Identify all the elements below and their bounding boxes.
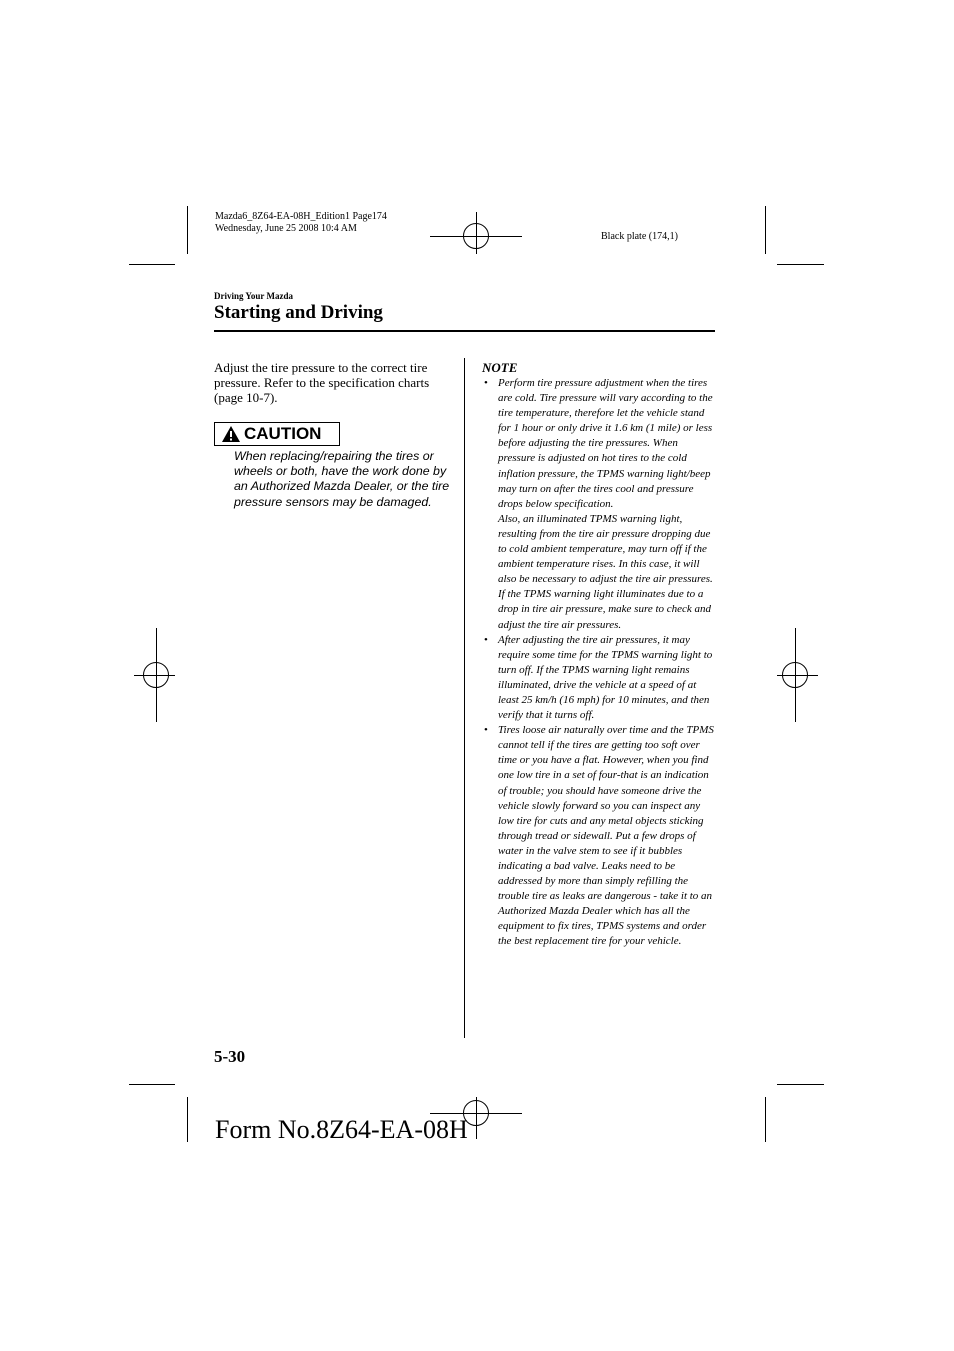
- crop-mark: [777, 264, 824, 265]
- caution-box: [214, 422, 340, 446]
- print-date-line: Wednesday, June 25 2008 10:4 AM: [215, 223, 357, 234]
- print-file-line: Mazda6_8Z64-EA-08H_Edition1 Page174: [215, 211, 387, 222]
- caution-text: When replacing/repairing the tires or wheels or both, have the work done by an Authorized Mazda Dealer, or the tire pressure sensors may be damaged.: [234, 449, 450, 509]
- note-item-continuation: Also, an illuminated TPMS warning light, resulting from the tire air pressure dropping due to cold ambient temperature, may turn off if the ambient temperature rises. In this case, it will also be necessary to adjust the tire air pressures. If the TPMS warning light illuminates due to a drop in tire air pressure, make sure to check and adjust the tire air pressures.: [498, 512, 713, 631]
- note-item-text: After adjusting the tire air pressures, it may require some time for the TPMS warning light to turn off. If the TPMS warning light remains illuminated, drive the vehicle at a speed of at least 25 km/h (16 mph) for 10 minutes, and then verify that it turns off.: [498, 633, 713, 722]
- note-item: [482, 633, 716, 724]
- plate-label: Black plate (174,1): [601, 231, 678, 242]
- crop-mark: [765, 1097, 766, 1142]
- registration-circle-icon: [143, 662, 169, 688]
- crop-mark: [129, 264, 175, 265]
- caution-label: CAUTION: [244, 424, 322, 443]
- note-item: [482, 723, 716, 949]
- note-item: [482, 376, 716, 633]
- note-block: [482, 376, 716, 950]
- title-rule: [214, 330, 715, 332]
- note-item-text: Tires loose air naturally over time and the TPMS cannot tell if the tires are getting too soft over time or you have a flat. However, when you find one low tire in a set of four-that is an indication of trouble; you should have someone drive the vehicle slowly forward so you can inspect any low tire for cuts and any metal objects sticking through tread or sidewall. Put a few drops of water in the valve stem to see if it bubbles indicating a bad valve. Leaks need to be addressed by more than simply refilling the trouble tire as leaks are dangerous - take it to an Authorized Mazda Dealer which has all the equipment to fix tires, TPMS systems and order the best replacement tire for your vehicle.: [498, 724, 714, 948]
- registration-circle-icon: [463, 223, 489, 249]
- crop-mark: [187, 1097, 188, 1142]
- intro-paragraph: Adjust the tire pressure to the correct tire pressure. Refer to the specification charts (page 10-7).: [214, 360, 430, 405]
- crop-mark: [765, 206, 766, 254]
- page-title: Starting and Driving: [214, 302, 383, 323]
- crop-mark: [777, 1084, 824, 1085]
- column-divider: [464, 358, 465, 1038]
- form-number: Form No.8Z64-EA-08H: [215, 1115, 468, 1144]
- page-number: 5-30: [214, 1047, 246, 1066]
- registration-circle-icon: [782, 662, 808, 688]
- warning-triangle-icon: [221, 425, 241, 443]
- print-header: [215, 211, 387, 235]
- crop-mark: [187, 206, 188, 254]
- crop-mark: [129, 1084, 175, 1085]
- note-title: NOTE: [482, 360, 518, 375]
- section-label: Driving Your Mazda: [214, 291, 294, 301]
- note-item-text: Perform tire pressure adjustment when the tires are cold. Tire pressure will vary according to the tire temperature, therefore let the vehicle stand for 1 hour or only drive it 1.6 km (1 mile) or less before adjusting the tire pressures. When pressure is adjusted on hot tires to the cold inflation pressure, the TPMS warning light/beep may turn on after the tires cool and pressure drops below specification.: [498, 377, 713, 510]
- note-list: [482, 376, 716, 950]
